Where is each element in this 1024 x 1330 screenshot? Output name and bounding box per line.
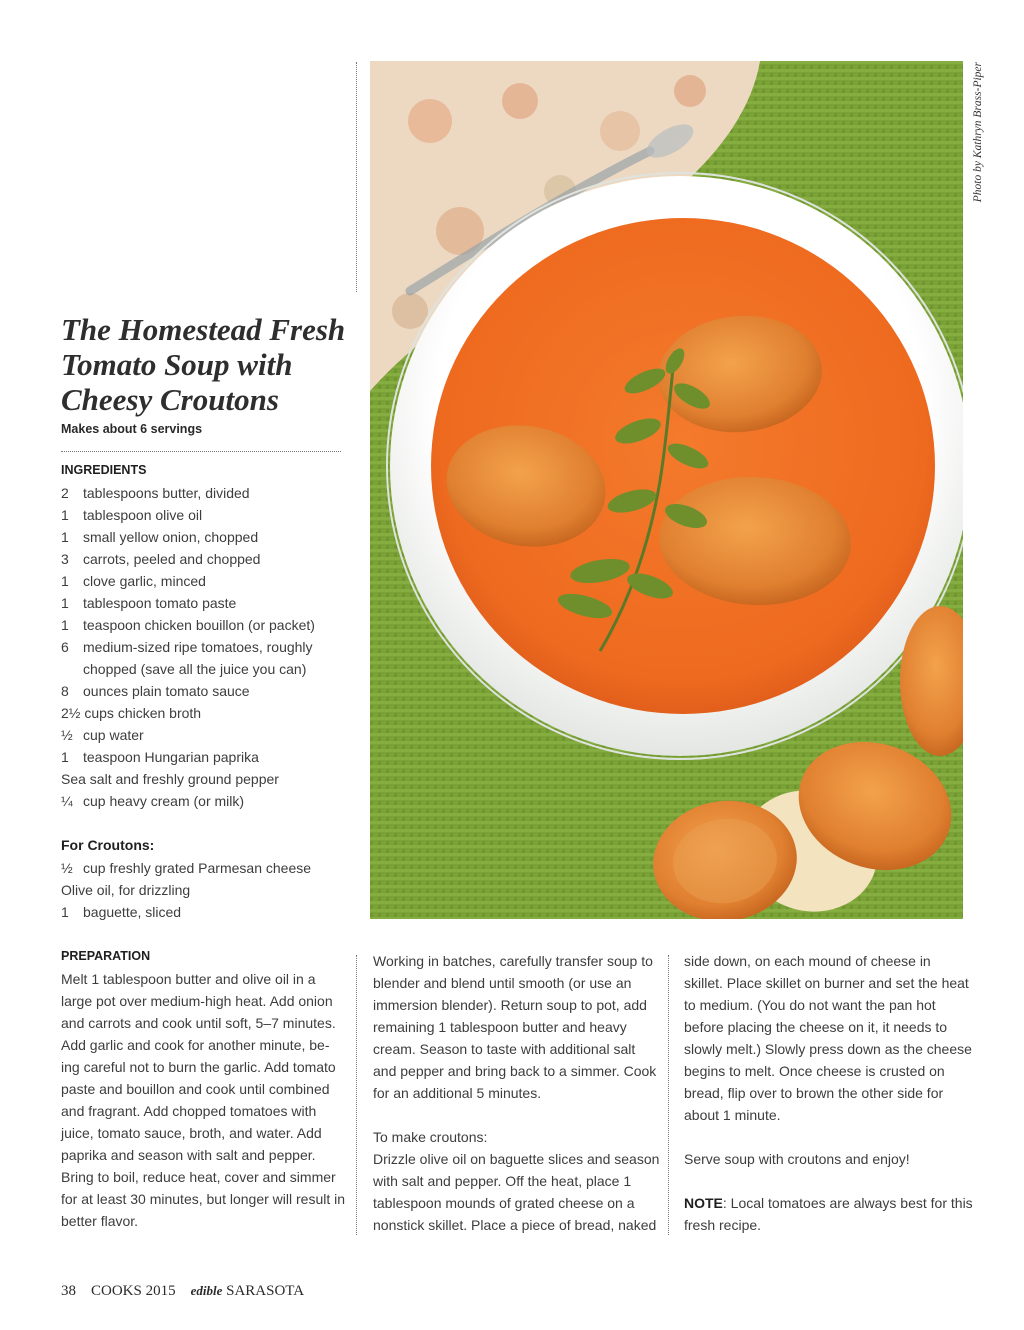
- ingredient-item: [61, 724, 315, 746]
- text-line: begins to melt. Once cheese is crusted on: [684, 1063, 945, 1079]
- section-name: COOKS 2015: [91, 1283, 176, 1299]
- croutons-list: [61, 857, 311, 923]
- preparation-col2: [373, 950, 659, 1236]
- text-line: [684, 1126, 973, 1148]
- text-line: juice, tomato sauce, broth, and water. Add: [61, 1125, 322, 1141]
- text-line: Melt 1 tablespoon butter and olive oil in a: [61, 971, 316, 987]
- text-line: Drizzle olive oil on baguette slices and season: [373, 1151, 660, 1167]
- photo-credit-text: Photo by Kathryn Brass-Piper: [972, 62, 984, 203]
- ingredient-item: [61, 901, 311, 923]
- page-folio: [61, 1283, 304, 1300]
- preparation-col3: [684, 950, 973, 1236]
- ingredient-item: [61, 548, 315, 570]
- text-line: for at least 30 minutes, but longer will result in: [61, 1191, 346, 1207]
- ingredient-text: tablespoon tomato paste: [83, 595, 237, 611]
- ingredient-item: [61, 702, 315, 724]
- ingredient-qty: 3: [61, 551, 69, 567]
- ingredient-text: tablespoon olive oil: [83, 507, 203, 523]
- recipe-title: [61, 312, 351, 417]
- ingredient-item: [61, 526, 315, 548]
- soup-photo-illustration: [370, 61, 963, 919]
- note-text: : Local tomatoes are always best for this: [722, 1195, 973, 1211]
- soup-photo: [370, 61, 963, 919]
- ingredient-text: 2½ cups chicken broth: [61, 705, 202, 721]
- text-line: for an additional 5 minutes.: [373, 1085, 542, 1101]
- text-line: with salt and pepper. Off the heat, place 1: [373, 1173, 632, 1189]
- recipe-title-line: The Homestead Fresh: [61, 312, 346, 347]
- text-line: tablespoon mounds of grated cheese on a: [373, 1195, 635, 1211]
- text-line: Bring to boil, reduce heat, cover and simmer: [61, 1169, 336, 1185]
- note-line: [684, 1192, 973, 1214]
- text-line: To make croutons:: [373, 1129, 488, 1145]
- text-line: immersion blender). Return soup to pot, add: [373, 997, 647, 1013]
- ingredients-list: [61, 482, 315, 812]
- text-line: paste and bouillon and cook until combined: [61, 1081, 330, 1097]
- ingredient-qty: 1: [61, 595, 69, 611]
- ingredient-text: chopped (save all the juice you can): [83, 661, 307, 677]
- column-rule-top: [356, 62, 357, 292]
- ingredient-item: [61, 879, 311, 901]
- ingredient-qty: 1: [61, 573, 69, 589]
- text-line: remaining 1 tablespoon butter and heavy: [373, 1019, 627, 1035]
- text-line: and pepper and bring back to a simmer. Cook: [373, 1063, 657, 1079]
- ingredient-text: medium-sized ripe tomatoes, roughly: [83, 639, 313, 655]
- ingredient-qty: 6: [61, 639, 69, 655]
- text-line: about 1 minute.: [684, 1107, 781, 1123]
- ingredient-text: Sea salt and freshly ground pepper: [61, 771, 279, 787]
- column-rule-left: [356, 955, 357, 1235]
- publication-name: SARASOTA: [226, 1283, 305, 1299]
- ingredient-item: [61, 746, 315, 768]
- ingredient-item: [61, 504, 315, 526]
- note-line: fresh recipe.: [684, 1217, 762, 1233]
- ingredient-qty: ½: [61, 860, 73, 876]
- ingredient-qty: [61, 658, 83, 680]
- text-line: cream. Season to taste with additional salt: [373, 1041, 636, 1057]
- ingredient-item: [61, 614, 315, 636]
- ingredient-qty: 2: [61, 485, 69, 501]
- text-line: to medium. (You do not want the pan hot: [684, 997, 936, 1013]
- ingredient-item: [61, 658, 315, 680]
- ingredient-text: Olive oil, for drizzling: [61, 882, 191, 898]
- ingredient-qty: ¼: [61, 793, 73, 809]
- text-line: better flavor.: [61, 1213, 139, 1229]
- ingredient-text: cup water: [83, 727, 144, 743]
- ingredient-qty: 1: [61, 529, 69, 545]
- text-line: and fragrant. Add chopped tomatoes with: [61, 1103, 317, 1119]
- ingredient-text: baguette, sliced: [83, 904, 182, 920]
- page-number: 38: [61, 1283, 76, 1299]
- ingredient-text: cup heavy cream (or milk): [83, 793, 245, 809]
- ingredient-text: small yellow onion, chopped: [83, 529, 259, 545]
- ingredient-qty: ½: [61, 727, 73, 743]
- photo-credit: [967, 62, 989, 214]
- text-line: blender and blend until smooth (or use an: [373, 975, 632, 991]
- ingredients-heading: INGREDIENTS: [61, 463, 147, 477]
- croutons-heading: For Croutons:: [61, 837, 155, 853]
- recipe-title-line: Cheesy Croutons: [61, 382, 279, 417]
- ingredient-item: [61, 482, 315, 504]
- ingredient-qty: 1: [61, 507, 69, 523]
- ingredient-item: [61, 570, 315, 592]
- ingredient-text: carrots, peeled and chopped: [83, 551, 261, 567]
- ingredient-item: [61, 636, 315, 658]
- ingredient-qty: 1: [61, 617, 69, 633]
- text-line: Add garlic and cook for another minute, be-: [61, 1037, 330, 1053]
- ingredient-qty: 1: [61, 749, 69, 765]
- ingredient-item: [61, 790, 315, 812]
- ingredient-text: teaspoon Hungarian paprika: [83, 749, 259, 765]
- ingredient-item: [61, 592, 315, 614]
- ingredient-qty: 8: [61, 683, 69, 699]
- ingredient-qty: 1: [61, 904, 69, 920]
- text-line: paprika and season with salt and pepper.: [61, 1147, 316, 1163]
- publication-edible: edible: [190, 1283, 223, 1298]
- text-line: large pot over medium-high heat. Add onion: [61, 993, 333, 1009]
- text-line: and carrots and cook until soft, 5–7 minutes.: [61, 1015, 336, 1031]
- text-line: bread, flip over to brown the other side for: [684, 1085, 944, 1101]
- text-line: side down, on each mound of cheese in: [684, 953, 931, 969]
- preparation-heading: PREPARATION: [61, 949, 151, 963]
- text-line: Serve soup with croutons and enjoy!: [684, 1151, 910, 1167]
- servings-text: Makes about 6 servings: [61, 422, 203, 436]
- ingredient-text: cup freshly grated Parmesan cheese: [83, 860, 312, 876]
- ingredient-item: [61, 680, 315, 702]
- ingredient-item: [61, 857, 311, 879]
- text-line: nonstick skillet. Place a piece of bread, naked: [373, 1217, 657, 1233]
- ingredient-text: clove garlic, minced: [83, 573, 206, 589]
- text-line: skillet. Place skillet on burner and set the heat: [684, 975, 969, 991]
- text-line: slowly melt.) Slowly press down as the cheese: [684, 1041, 972, 1057]
- ingredient-text: tablespoons butter, divided: [83, 485, 250, 501]
- ingredient-item: [61, 768, 315, 790]
- title-divider: [61, 451, 341, 452]
- text-line: before placing the cheese on it, it needs to: [684, 1019, 948, 1035]
- text-line: [684, 1170, 973, 1192]
- text-line: [373, 1104, 659, 1126]
- text-line: ing careful not to burn the garlic. Add tomato: [61, 1059, 336, 1075]
- note-label: NOTE: [684, 1195, 723, 1211]
- preparation-col1: [61, 968, 345, 1232]
- recipe-title-line: Tomato Soup with: [61, 347, 293, 382]
- text-line: Working in batches, carefully transfer soup to: [373, 953, 653, 969]
- column-rule-right: [668, 955, 669, 1235]
- ingredient-text: teaspoon chicken bouillon (or packet): [83, 617, 315, 633]
- ingredient-text: ounces plain tomato sauce: [83, 683, 250, 699]
